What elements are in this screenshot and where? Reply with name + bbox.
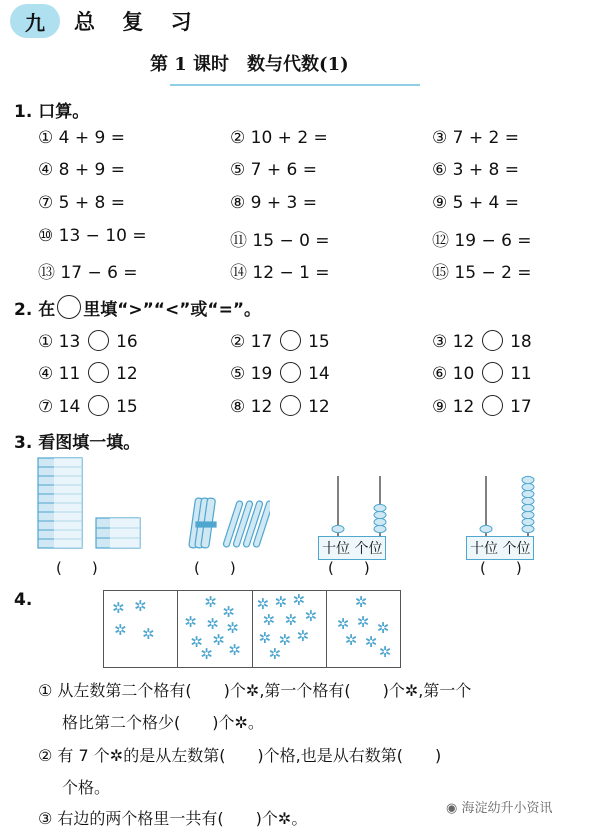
- q2-left-number: 13: [58, 332, 81, 352]
- stick-bundle: [189, 498, 216, 549]
- q2-left-number: 14: [58, 397, 81, 417]
- q1-item: ⑧ 9 + 3 =: [230, 193, 317, 213]
- lesson-title: 第 1 课时 数与代数(1): [150, 54, 349, 75]
- star-icon: ✲: [354, 593, 368, 611]
- q2-item-number: ⑥: [432, 364, 448, 384]
- star-icon: ✲: [278, 631, 292, 649]
- q2-right-number: 14: [308, 364, 330, 384]
- sticks-illustration: [186, 494, 270, 554]
- star-icon: ✲: [364, 633, 378, 651]
- q2-left-number: 10: [452, 364, 475, 384]
- q2-item-number: ②: [230, 332, 246, 352]
- tens-label: 十位: [322, 541, 350, 557]
- q3-answer-blank-2[interactable]: ( ): [194, 559, 236, 577]
- abacus-bead: [332, 525, 344, 532]
- q2-item-number: ⑧: [230, 397, 246, 417]
- abacus-rods: [466, 474, 550, 538]
- watermark: [446, 797, 553, 816]
- compare-circle-blank[interactable]: [88, 395, 109, 416]
- q2-right-number: 15: [308, 332, 330, 352]
- q2-item-number: ①: [38, 332, 54, 352]
- q2-item-number: ③: [432, 332, 448, 352]
- q4-sub3: ③ 右边的两个格里一共有( )个✲。: [38, 809, 308, 828]
- q1-item: ⑭ 12 − 1 =: [230, 263, 330, 283]
- q1-item: ⑥ 3 + 8 =: [432, 160, 519, 180]
- star-icon: ✲: [378, 643, 392, 661]
- star-icon: ✲: [112, 599, 125, 617]
- star-icon: ✲: [200, 645, 213, 663]
- q1-item: ① 4 + 9 =: [38, 128, 125, 148]
- q2-title-post: 里填“>”“<”或“=”。: [83, 300, 261, 320]
- star-icon: ✲: [268, 645, 282, 663]
- compare-circle-blank[interactable]: [482, 330, 503, 351]
- compare-circle-blank[interactable]: [482, 395, 503, 416]
- q1-item: ③ 7 + 2 =: [432, 128, 519, 148]
- compare-circle-blank[interactable]: [88, 362, 109, 383]
- star-icon: ✲: [184, 613, 197, 631]
- circle-icon: [57, 295, 81, 319]
- abacus-2: [466, 474, 550, 558]
- q1-item: ⑤ 7 + 6 =: [230, 160, 317, 180]
- q1-item: ⑮ 15 − 2 =: [432, 263, 532, 283]
- abacus-bead: [374, 504, 386, 511]
- abacus-bead: [522, 504, 534, 511]
- q1-item: ⑩ 13 − 10 =: [38, 226, 147, 246]
- q2-left-number: 12: [452, 397, 475, 417]
- compare-circle-blank[interactable]: [280, 330, 301, 351]
- q2-item: [38, 395, 138, 417]
- q2-left-number: 19: [250, 364, 273, 384]
- q1-item: ② 10 + 2 =: [230, 128, 328, 148]
- star-cell-3: [253, 591, 327, 667]
- star-icon: ✲: [376, 619, 390, 637]
- q2-item-number: ⑤: [230, 364, 246, 384]
- q4-sub1-line1: ① 从左数第二个格有( )个✲,第一个格有( )个✲,第一个: [38, 681, 472, 700]
- star-icon: ✲: [356, 613, 370, 631]
- books-illustration: [34, 456, 144, 552]
- star-icon: ✲: [222, 603, 235, 621]
- q1-item: ⑬ 17 − 6 =: [38, 263, 138, 283]
- q2-title-pre: 2. 在: [14, 300, 56, 320]
- watermark-text: 海淀幼升小资讯: [461, 801, 553, 816]
- q2-item: [38, 330, 138, 352]
- lesson-underline: [170, 84, 420, 86]
- chapter-number: 九: [25, 10, 45, 35]
- q3-answer-blank-4[interactable]: ( ): [480, 559, 522, 577]
- abacus-bead: [522, 490, 534, 497]
- loose-sticks: [223, 500, 270, 548]
- q2-right-number: 15: [116, 397, 138, 417]
- chapter-badge: [10, 4, 60, 38]
- q2-item: [432, 330, 532, 352]
- star-icon: ✲: [262, 611, 276, 629]
- tall-book-stack: [38, 458, 82, 548]
- q2-item: [230, 395, 330, 417]
- q1-item: ⑦ 5 + 8 =: [38, 193, 125, 213]
- chapter-title: 总 复 习: [74, 10, 202, 34]
- star-icon: ✲: [344, 631, 358, 649]
- q4-sub1-line2: 格比第二个格少( )个✲。: [62, 713, 264, 732]
- q2-left-number: 12: [250, 397, 273, 417]
- star-icon: ✲: [284, 611, 298, 629]
- q3-title: 3. 看图填一填。: [14, 433, 141, 453]
- q1-item: ④ 8 + 9 =: [38, 160, 125, 180]
- abacus-bead: [374, 518, 386, 525]
- q2-left-number: 17: [250, 332, 273, 352]
- star-icon: ✲: [212, 631, 225, 649]
- star-icon: ✲: [228, 641, 241, 659]
- ones-label: 个位: [502, 541, 531, 557]
- q2-item: [38, 362, 138, 384]
- q1-item: ⑨ 5 + 4 =: [432, 193, 519, 213]
- abacus-bead: [522, 525, 534, 532]
- q2-item-number: ⑦: [38, 397, 54, 417]
- q2-right-number: 17: [510, 397, 532, 417]
- star-icon: ✲: [114, 621, 127, 639]
- abacus-1: [318, 474, 402, 558]
- q2-right-number: 12: [308, 397, 330, 417]
- tens-label: 十位: [470, 541, 498, 557]
- star-icon: ✲: [142, 625, 155, 643]
- q2-right-number: 11: [510, 364, 532, 384]
- star-icon: ✲: [206, 615, 219, 633]
- star-icon: ✲: [134, 597, 147, 615]
- star-cell-4: [327, 591, 400, 667]
- q2-left-number: 11: [58, 364, 81, 384]
- q2-item: [230, 330, 330, 352]
- q2-left-number: 12: [452, 332, 475, 352]
- q2-right-number: 18: [510, 332, 532, 352]
- q1-item: ⑫ 19 − 6 =: [432, 231, 532, 251]
- abacus-rods: [318, 474, 402, 538]
- star-icon: ✲: [292, 591, 306, 609]
- abacus-bead: [522, 511, 534, 518]
- star-icon: ✲: [296, 627, 310, 645]
- compare-circle-blank[interactable]: [280, 362, 301, 383]
- star-icon: ✲: [274, 593, 288, 611]
- q1-item: ⑪ 15 − 0 =: [230, 231, 330, 251]
- q4-label: 4.: [14, 590, 33, 610]
- q2-title: [14, 295, 261, 320]
- q3-answer-blank-3[interactable]: ( ): [328, 559, 370, 577]
- short-book-stack: [96, 518, 140, 548]
- q2-item: [432, 362, 532, 384]
- q1-title: 1. 口算。: [14, 102, 90, 122]
- star-grid: [103, 590, 401, 668]
- abacus-bead: [522, 476, 534, 483]
- q4-sub2-line2: 个格。: [62, 778, 111, 797]
- star-cell-1: [104, 591, 178, 667]
- abacus-bead: [522, 497, 534, 504]
- compare-circle-blank[interactable]: [280, 395, 301, 416]
- star-icon: ✲: [226, 619, 239, 637]
- q3-answer-blank-1[interactable]: ( ): [56, 559, 98, 577]
- q2-item: [230, 362, 330, 384]
- abacus-bead: [374, 511, 386, 518]
- q2-right-number: 12: [116, 364, 138, 384]
- ones-label: 个位: [354, 541, 383, 557]
- compare-circle-blank[interactable]: [88, 330, 109, 351]
- abacus-bead: [522, 518, 534, 525]
- abacus-bead: [374, 525, 386, 532]
- star-icon: ✲: [204, 593, 217, 611]
- q2-item-number: ⑨: [432, 397, 448, 417]
- q2-right-number: 16: [116, 332, 138, 352]
- q2-item-number: ④: [38, 364, 54, 384]
- star-icon: ✲: [304, 607, 318, 625]
- star-icon: ✲: [256, 595, 270, 613]
- q4-sub2-line1: ② 有 7 个✲的是从左数第( )个格,也是从右数第( ): [38, 746, 442, 765]
- abacus-bead: [522, 483, 534, 490]
- compare-circle-blank[interactable]: [482, 362, 503, 383]
- abacus-bead: [480, 525, 492, 532]
- star-icon: ✲: [190, 633, 203, 651]
- wechat-icon: ◉: [446, 801, 462, 816]
- star-icon: ✲: [336, 615, 350, 633]
- star-icon: ✲: [258, 629, 272, 647]
- star-cell-2: [178, 591, 252, 667]
- q2-item: [432, 395, 532, 417]
